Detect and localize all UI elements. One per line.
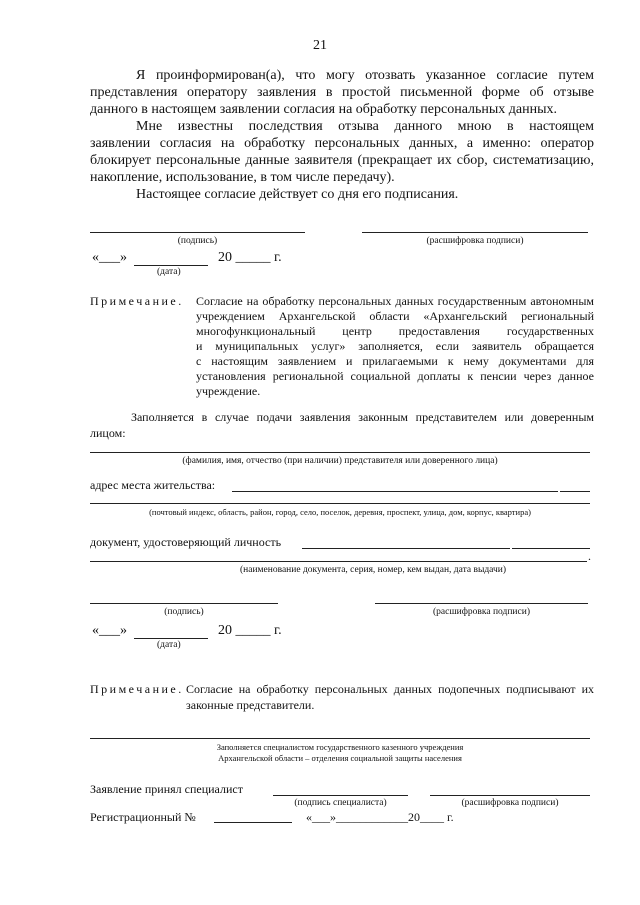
signature-line: [90, 603, 278, 604]
note-line: установления региональной социальной доплаты к пенсии через данное: [196, 369, 594, 383]
document-line-2: [90, 561, 587, 562]
address-caption: (почтовый индекс, область, район, город, село, поселок, деревня, проспект, улица, дом, корпус, квартира): [149, 507, 531, 517]
specialist-caption: Заполняется специалистом государственного казенного учреждения: [216, 742, 464, 752]
note-line: многофункциональный центр предоставления государственных: [196, 324, 594, 338]
date-caption: (дата): [157, 640, 181, 650]
registration-label: Регистрационный №: [90, 810, 196, 824]
representative-intro: Заполняется в случае подачи заявления законным представителем или доверенным: [131, 410, 594, 424]
consent-line: Мне известны последствия отзыва данного мною в настоящем: [136, 119, 594, 134]
signature-caption: (подпись): [177, 236, 218, 246]
address-line: [232, 491, 558, 492]
decoding-line: [362, 232, 588, 233]
document-line: [302, 548, 510, 549]
page-number: 21: [313, 38, 327, 53]
document-label: документ, удостоверяющий личность: [90, 535, 282, 549]
note-heading: Примечание.: [90, 682, 184, 696]
signature-line: [90, 232, 305, 233]
fio-line: [90, 452, 590, 453]
consent-line: Я проинформирован(а), что могу отозвать указанное согласие путем: [136, 68, 594, 83]
representative-intro: лицом:: [90, 426, 126, 440]
date-year: 20 _____ г.: [218, 250, 282, 265]
consent-line: данного в настоящем заявлении согласия на обработку персональных данных.: [90, 102, 558, 117]
specialist-signature-caption: (подпись специалиста): [294, 798, 387, 808]
decoding-caption: (расшифровка подписи): [433, 607, 530, 617]
specialist-decoding-caption: (расшифровка подписи): [461, 798, 559, 808]
document-line-end: [512, 548, 590, 549]
fio-caption: (фамилия, имя, отчество (при наличии) представителя или доверенного лица): [182, 456, 498, 466]
note-line: и муниципальных услуг» заполняется, если заявитель обращается: [196, 339, 594, 353]
registration-line: [214, 822, 292, 823]
consent-line: представления оператору заявления в простой письменной форме об отзыве: [90, 85, 594, 100]
date-line: [134, 265, 208, 266]
consent-line: заявлении согласия на обработку персональных данных, а именно: оператор: [90, 136, 594, 151]
note-heading: Примечание.: [90, 294, 184, 308]
accepted-label: Заявление принял специалист: [90, 782, 243, 796]
specialist-decoding-line: [430, 795, 590, 796]
date-open: «___»: [92, 623, 127, 638]
specialist-caption: Архангельской области – отделения социальной защиты населения: [218, 753, 462, 763]
date-line: [134, 638, 208, 639]
document-caption: (наименование документа, серия, номер, кем выдан, дата выдачи): [240, 565, 507, 575]
specialist-divider: [90, 738, 590, 739]
address-line-end: [560, 491, 590, 492]
address-label: адрес места жительства:: [90, 478, 216, 492]
date-caption: (дата): [157, 267, 181, 277]
note-line: учреждением Архангельской области «Архангельский региональный: [196, 309, 594, 323]
registration-date: «___»____________20____ г.: [306, 810, 454, 824]
consent-line: Настоящее согласие действует со дня его подписания.: [136, 187, 459, 202]
specialist-signature-line: [273, 795, 408, 796]
note-line: учреждение.: [196, 384, 261, 398]
consent-line: накопление, использование, в том числе передачу).: [90, 170, 395, 185]
address-line-2: [90, 503, 590, 504]
decoding-caption: (расшифровка подписи): [426, 236, 524, 246]
note-line: законные представители.: [186, 698, 315, 712]
decoding-line: [375, 603, 588, 604]
note-line: Согласие на обработку персональных данных подопечных подписывают их: [186, 682, 594, 696]
date-year: 20 _____ г.: [218, 623, 282, 638]
document-end: .: [588, 549, 591, 563]
note-line: Согласие на обработку персональных данных государственным автономным: [196, 294, 594, 308]
consent-line: блокирует персональные данные заявителя (прекращает их сбор, систематизацию,: [90, 153, 594, 168]
note-line: с настоящим заявлением и прилагаемыми к нему документами для: [196, 354, 594, 368]
signature-caption: (подпись): [164, 607, 204, 617]
date-open: «___»: [92, 250, 127, 265]
